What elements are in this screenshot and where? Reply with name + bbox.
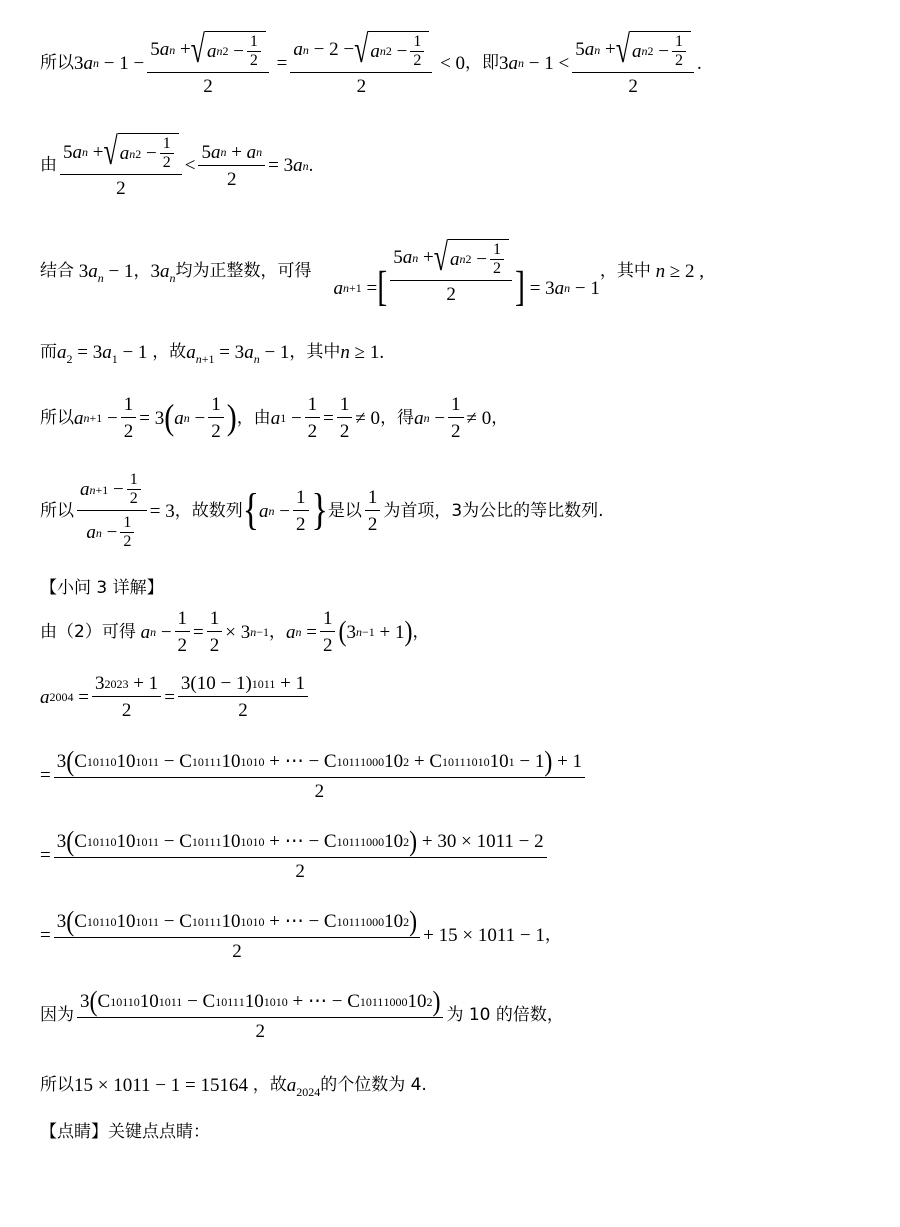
line-6: 所以 a n+1 − $\frac{1}{2}$ a n − $\frac{1}{2}$ = 3 ，故数列 { a n − $\frac{1}{2}$ } 是以 $\frac{1}{2}$ 为首项，3为公比的等比数列. <box>40 471 604 550</box>
line-12-prefix: 因为 <box>40 1004 74 1025</box>
fraction: 5 a n + √ a n 2 − $\frac{1}{2}$ 2 <box>572 31 694 96</box>
line-7 <box>40 606 429 658</box>
fraction: a n+1 − $\frac{1}{2}$ a n − $\frac{1}{2}$ <box>77 472 147 550</box>
key-point-heading: 【点睛】关键点点睛： <box>40 1122 210 1142</box>
fraction: a n − 2 − √ a n 2 − $\frac{1}{2}$ 2 <box>290 31 432 96</box>
fraction: 5 a n + √ a n 2 − $\frac{1}{2}$ 2 <box>60 133 182 198</box>
line-2-prefix: 由 <box>40 155 57 175</box>
math-expression: { a n − $\frac{1}{2}$ } <box>242 486 328 535</box>
line-6-text2: 为首项，3为公比的等比数列. <box>383 500 604 521</box>
fraction: 3 ( C 1011 0 10 1011 − C 1011 1 10 1010 + ⋯ − C 1011 1000 10 2 ) + 30 × 1011 − 2 2 <box>54 830 547 881</box>
line-3-suffix: ，其中 <box>599 260 651 281</box>
line-13-prefix: 所以 <box>40 1074 74 1095</box>
line-3-prefix: 结合 <box>40 260 74 281</box>
line-3-mid: ， <box>133 260 151 281</box>
math-expression: a 1 − $\frac{1}{2}$ = $\frac{1}{2}$ ≠ 0 <box>270 394 381 442</box>
line-4: 而 $a_2 = 3a_1 - 1$ ，故 $a_{n+1} = 3a_n - 1$ ，其中 n ≥ 1. <box>40 341 385 366</box>
line-11 <box>40 902 562 968</box>
fraction: 5 a n + a n 2 <box>198 143 265 189</box>
line-3: 结合 $3a_n - 1$ ， $3a_n$ 均为正整数，可得 a n+1 = [ 5 a n + √ a n 2 − $\frac{1}{2}$ 2 ] = 3 a n − 1 ，其中 n ≥ 2 , <box>40 235 705 311</box>
math-expression: a n+1 − $\frac{1}{2}$ a n − $\frac{1}{2}$ = 3 <box>74 472 175 550</box>
line-13: 所以 15 × 1011 − 1 = 15164 ，故 $a_{2024}$ 的个位数为 4. <box>40 1074 427 1099</box>
line-12-suffix: 为 10 的倍数， <box>446 1004 564 1025</box>
math-expression <box>74 985 446 1042</box>
line-5-mid1: ，由 <box>236 407 271 428</box>
line-7-mid: ， <box>269 621 287 642</box>
line-5-end: ， <box>491 407 509 428</box>
math-expression: 5 a n + √ a n 2 − $\frac{1}{2}$ 2 < 5 a n + a n 2 = 3 a n . <box>57 133 313 198</box>
line-13-suffix: 的个位数为 4. <box>320 1074 427 1095</box>
line-7-prefix: 由（2）可得 <box>40 621 136 642</box>
fraction: 5 a n + √ a n 2 − $\frac{1}{2}$ 2 <box>147 31 269 96</box>
line-4-mid: ，故 <box>152 341 187 362</box>
line-5-prefix: 所以 <box>40 407 74 428</box>
line-4-prefix: 而 <box>40 341 57 362</box>
line-9 <box>40 742 588 808</box>
math-expression: 3 a n − 1 < 5 a n + √ a n 2 − $\frac{1}{2}$ 2 . <box>499 27 702 97</box>
line-2 <box>40 128 313 203</box>
math-expression: a n+1 = [ 5 a n + √ a n 2 − $\frac{1}{2}$ 2 ] = 3 a n − 1 <box>333 235 600 311</box>
line-6-mid: ，故数列 <box>174 500 243 521</box>
line-1-sep: ，即 <box>465 52 500 73</box>
fraction: 3 ( C 1011 0 10 1011 − C 1011 1 10 1010 + ⋯ − C 1011 1000 10 2 + C 1011 1010 10 1 − 1 ) + 1 2 <box>54 750 585 801</box>
math-expression: = 3 ( C 1011 0 10 1011 − C 1011 1 10 1010 + ⋯ − C 1011 1000 10 2 ) + 30 × 1011 − 2 2 <box>40 830 550 881</box>
fraction: 5 a n + √ a n 2 − $\frac{1}{2}$ 2 <box>390 239 512 304</box>
math-expression: 3 a n − 1 − 5 a n + √ a n 2 − $\frac{1}{2}$ 2 = a n − 2 − √ a n 2 − $\frac{1}{2}$ 2 < 0 <box>74 27 466 97</box>
math-expression: a n = $\frac{1}{2}$ ( 3 n−1 + 1 ) <box>286 608 413 656</box>
line-5-mid2: ，得 <box>380 407 415 428</box>
fraction: 3(10 − 1) 1011 + 1 2 <box>178 674 308 720</box>
math-expression: a n − $\frac{1}{2}$ = $\frac{1}{2}$ × 3 n−1 <box>140 608 270 656</box>
line-3-text: 均为正整数，可得 <box>175 260 312 281</box>
fraction: 3 2023 + 1 2 <box>92 674 161 720</box>
line-10 <box>40 822 550 888</box>
line-7-end: ， <box>412 621 430 642</box>
math-expression: = 3 ( C 1011 0 10 1011 − C 1011 1 10 1010 + ⋯ − C 1011 1000 10 2 + C 1011 1010 10 1 − 1 ) + 1 2 <box>40 750 588 801</box>
line-1 <box>40 28 702 98</box>
math-expression: = 3 ( C 1011 0 10 1011 − C 1011 1 10 1010 + ⋯ − C 1011 1000 10 2 ) 2 + 15 × 1011 − 1 <box>40 905 545 962</box>
fraction: 3 ( C 1011 0 10 1011 − C 1011 1 10 1010 + ⋯ − C 1011 1000 10 2 ) 2 <box>54 910 420 961</box>
line-8 <box>40 668 311 726</box>
line-13-mid: ，故 <box>252 1074 287 1095</box>
line-6-prefix: 所以 <box>40 500 74 521</box>
math-expression: a n+1 − $\frac{1}{2}$ = 3 ( a n − $\frac{1}{2}$ ) <box>74 394 237 442</box>
line-11-end: ， <box>544 924 562 945</box>
math-expression: a 2004 = 3 2023 + 1 2 = 3(10 − 1) 1011 + 1 2 <box>40 674 311 720</box>
line-5 <box>40 390 508 446</box>
line-4-suffix: ，其中 <box>289 341 341 362</box>
section-heading: 【小问 3 详解】 <box>40 578 164 598</box>
line-6-text1: 是以 <box>327 500 362 521</box>
math-expression: a n − $\frac{1}{2}$ ≠ 0 <box>414 394 492 442</box>
fraction: 3 ( C 1011 0 10 1011 − C 1011 1 10 1010 + ⋯ − C 1011 1000 10 2 ) 2 <box>77 990 443 1041</box>
line-12 <box>40 982 564 1048</box>
line-1-prefix: 所以 <box>40 52 74 73</box>
